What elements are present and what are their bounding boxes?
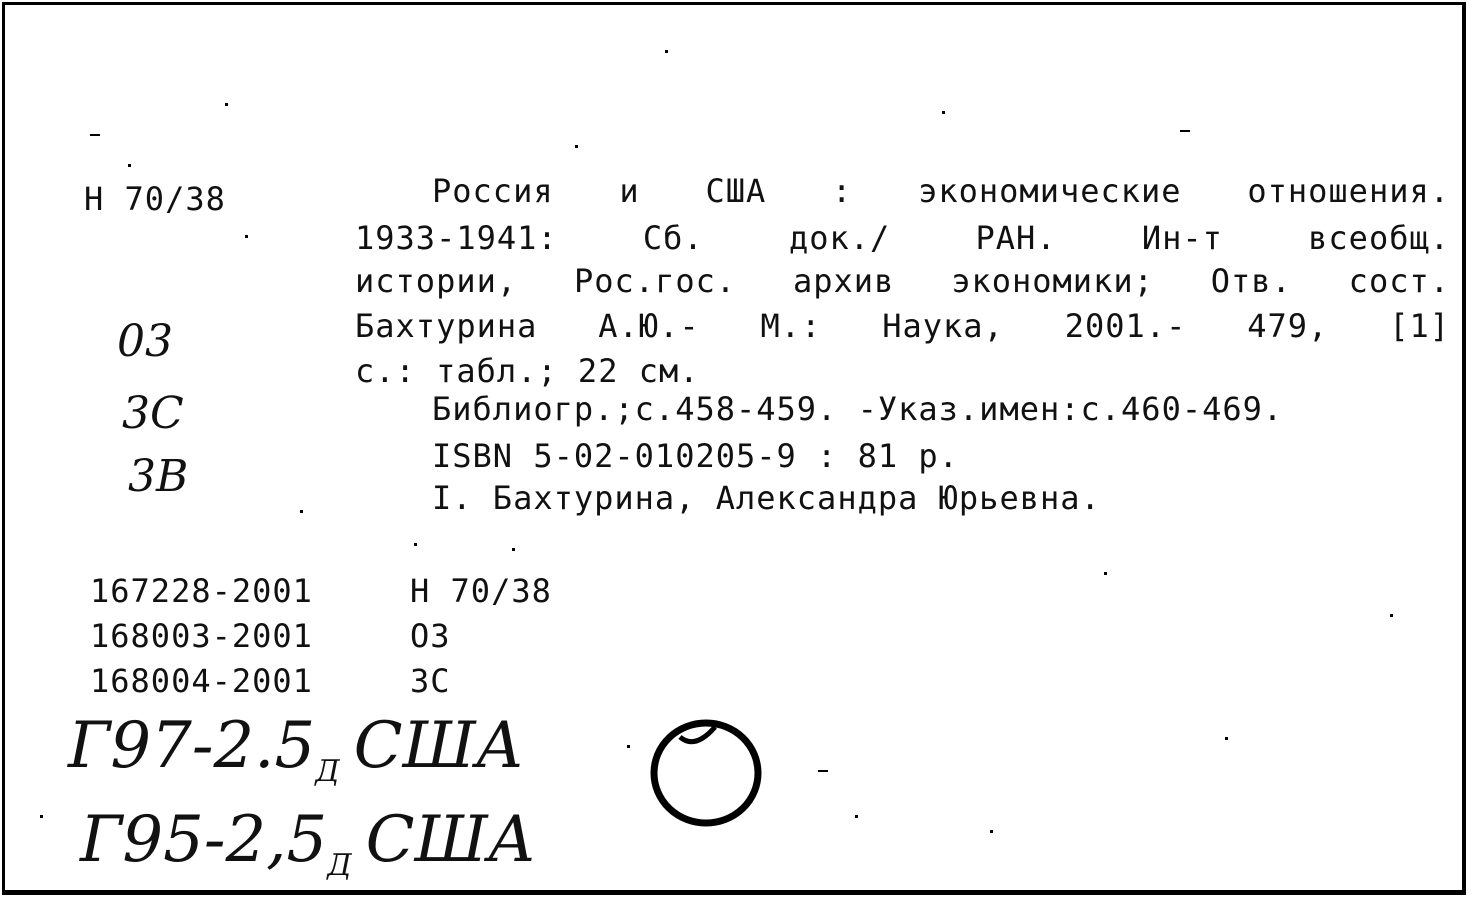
inventory-number: 167228-2001 [90, 572, 313, 610]
scan-speck [225, 103, 228, 106]
classification-geo: США [353, 709, 525, 783]
scan-speck [128, 164, 131, 167]
inventory-location: Н 70/38 [410, 572, 552, 610]
classification-geo: США [365, 803, 537, 877]
description-line: 1933-1941: Сб. док./ РАН. Ин-т всеобщ. [355, 219, 1450, 257]
scan-speck [414, 543, 417, 546]
bibliography-note: Библиогр.;с.458-459. -Указ.имен:с.460-469. [432, 390, 1284, 428]
inventory-number: 168004-2001 [90, 662, 313, 700]
handwritten-code: 3В [128, 451, 189, 502]
scan-speck [575, 145, 578, 148]
scan-speck [40, 815, 43, 818]
classification-code: Г95-2,5 [80, 803, 328, 877]
scan-speck [245, 235, 248, 238]
classification-line [80, 803, 537, 883]
scan-speck [855, 815, 858, 818]
description-line: Россия и США : экономические отношения. [432, 172, 1450, 210]
classification-code: Г97-2.5 [68, 709, 316, 783]
scan-speck [1390, 614, 1393, 617]
inventory-location: 3С [410, 662, 451, 700]
inventory-location: О3 [410, 617, 451, 655]
classification-subscript: Д [327, 847, 352, 883]
scan-speck [1225, 737, 1228, 740]
scan-speck [942, 111, 945, 114]
handwritten-code: 3С [122, 388, 184, 439]
scan-speck [90, 134, 100, 136]
scan-speck [665, 50, 668, 53]
added-entry: I. Бахтурина, Александра Юрьевна. [432, 479, 1101, 517]
description-line: с.: табл.; 22 см. [355, 352, 700, 390]
scan-speck [512, 548, 515, 551]
scan-speck [1180, 130, 1190, 132]
scan-speck [818, 770, 828, 772]
punch-hole-circle [640, 715, 780, 835]
shelfmark: Н 70/38 [84, 180, 226, 218]
classification-line [68, 709, 525, 789]
classification-subscript: Д [315, 753, 340, 789]
handwritten-code: 03 [117, 316, 173, 367]
description-line: Бахтурина А.Ю.- М.: Наука, 2001.- 479, [1] [355, 307, 1450, 345]
isbn-price: ISBN 5-02-010205-9 : 81 р. [432, 437, 959, 475]
inventory-number: 168003-2001 [90, 617, 313, 655]
scan-speck [1104, 572, 1107, 575]
scan-speck [300, 510, 303, 513]
description-line: истории, Рос.гос. архив экономики; Отв. сост. [355, 262, 1450, 300]
scan-speck [990, 830, 993, 833]
scan-speck [627, 745, 630, 748]
